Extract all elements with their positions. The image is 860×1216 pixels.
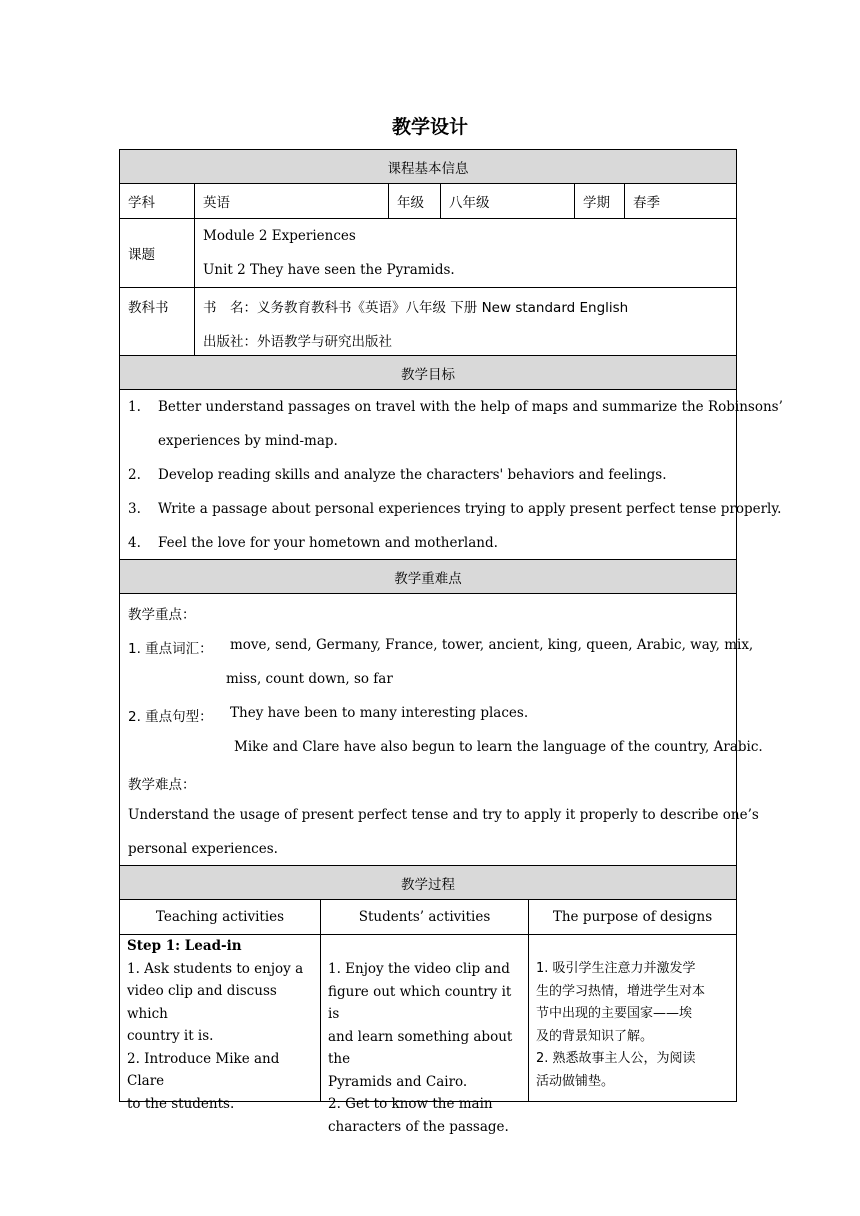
objective-item-4: Feel the love for your hometown and motherland. [158,535,498,551]
term-label: 学期 [574,184,624,218]
purpose-line: 及的背景知识了解。 [536,1028,654,1044]
difficulty-label: 教学难点： [128,777,196,793]
grade-value: 八年级 [440,184,574,218]
purpose-line: 2. 熟悉故事主人公，为阅读 [536,1051,696,1066]
vocab-label: 1. 重点词汇： [128,641,213,657]
subject-value: 英语 [194,184,388,218]
textbook-name: 书 名：义务教育教科书《英语》八年级 下册 New standard English [203,300,629,316]
teaching-line: country it is. [127,1028,214,1044]
teaching-line: to the students. [127,1095,235,1112]
col-students-activities: Students’ activities [320,900,528,934]
objective-item-1-cont: experiences by mind-map. [158,433,338,449]
purpose-line: 生的学习热情，增进学生对本 [536,983,706,999]
focus-label: 教学重点： [128,607,196,623]
sentence-label: 2. 重点句型： [128,709,213,725]
basic-info-header: 课程基本信息 [119,149,737,184]
topic-label: 课题 [128,247,155,263]
objective-item-3: Write a passage about personal experiences trying to apply present perfect tense properly. [158,501,782,517]
objectives-list [119,389,783,560]
objective-number: 3. [128,501,141,517]
subject-label: 学科 [128,195,155,211]
sentence-line-1: They have been to many interesting places. [230,705,529,721]
textbook-row [119,287,737,356]
page-title: 教学设计 [391,116,468,138]
difficulty-line-2: personal experiences. [128,841,278,857]
purpose-line: 1. 吸引学生注意力并激发学 [536,961,696,976]
col-purpose: The purpose of designs [528,900,736,934]
process-column-headers [119,899,737,935]
teaching-activities-cell [120,935,320,1112]
topic-row [119,218,737,288]
objective-number: 1. [128,399,141,415]
vocab-line-2: miss, count down, so far [226,671,393,687]
student-line: characters of the passage. [328,1118,509,1135]
key-points-content [119,593,763,866]
objective-item-1: Better understand passages on travel with the help of maps and summarize the Robinsons’ [158,399,783,415]
teaching-line: 2. Introduce Mike and Clare [127,1050,280,1089]
student-line: figure out which country it is [328,983,512,1022]
key-points-header: 教学重难点 [119,559,737,594]
student-line: 2. Get to know the main [328,1096,493,1112]
objectives-header: 教学目标 [119,355,737,390]
step-title: Step 1: Lead-in [127,938,242,954]
purpose-cell [528,935,736,1101]
topic-line-2: Unit 2 They have seen the Pyramids. [203,262,455,278]
textbook-label: 教科书 [128,300,169,316]
process-header: 教学过程 [119,865,737,900]
teaching-line: 1. Ask students to enjoy a [127,960,304,977]
students-activities-cell [320,935,528,1135]
vocab-line-1: move, send, Germany, France, tower, ancient, king, queen, Arabic, way, mix, [230,637,754,653]
student-line: Pyramids and Cairo. [328,1073,468,1090]
topic-line-1: Module 2 Experiences [203,228,356,244]
student-line: and learn something about the [328,1028,513,1067]
student-line: 1. Enjoy the video clip and [328,961,510,977]
objective-number: 4. [128,535,141,551]
teaching-line: video clip and discuss which [127,983,277,1022]
difficulty-line-1: Understand the usage of present perfect tense and try to apply it properly to describe one’s [128,807,759,823]
term-value: 春季 [624,184,736,218]
subject-row [119,183,737,219]
purpose-line: 活动做铺垫。 [536,1073,615,1089]
objective-number: 2. [128,467,141,483]
process-step-1-row [119,934,737,1135]
textbook-publisher: 出版社：外语教学与研究出版社 [203,334,392,350]
col-teaching-activities: Teaching activities [155,909,285,925]
purpose-line: 节中出现的主要国家——埃 [536,1006,693,1021]
sentence-line-2: Mike and Clare have also begun to learn the language of the country, Arabic. [234,739,763,755]
objective-item-2: Develop reading skills and analyze the characters' behaviors and feelings. [158,467,667,483]
grade-label: 年级 [388,184,440,218]
